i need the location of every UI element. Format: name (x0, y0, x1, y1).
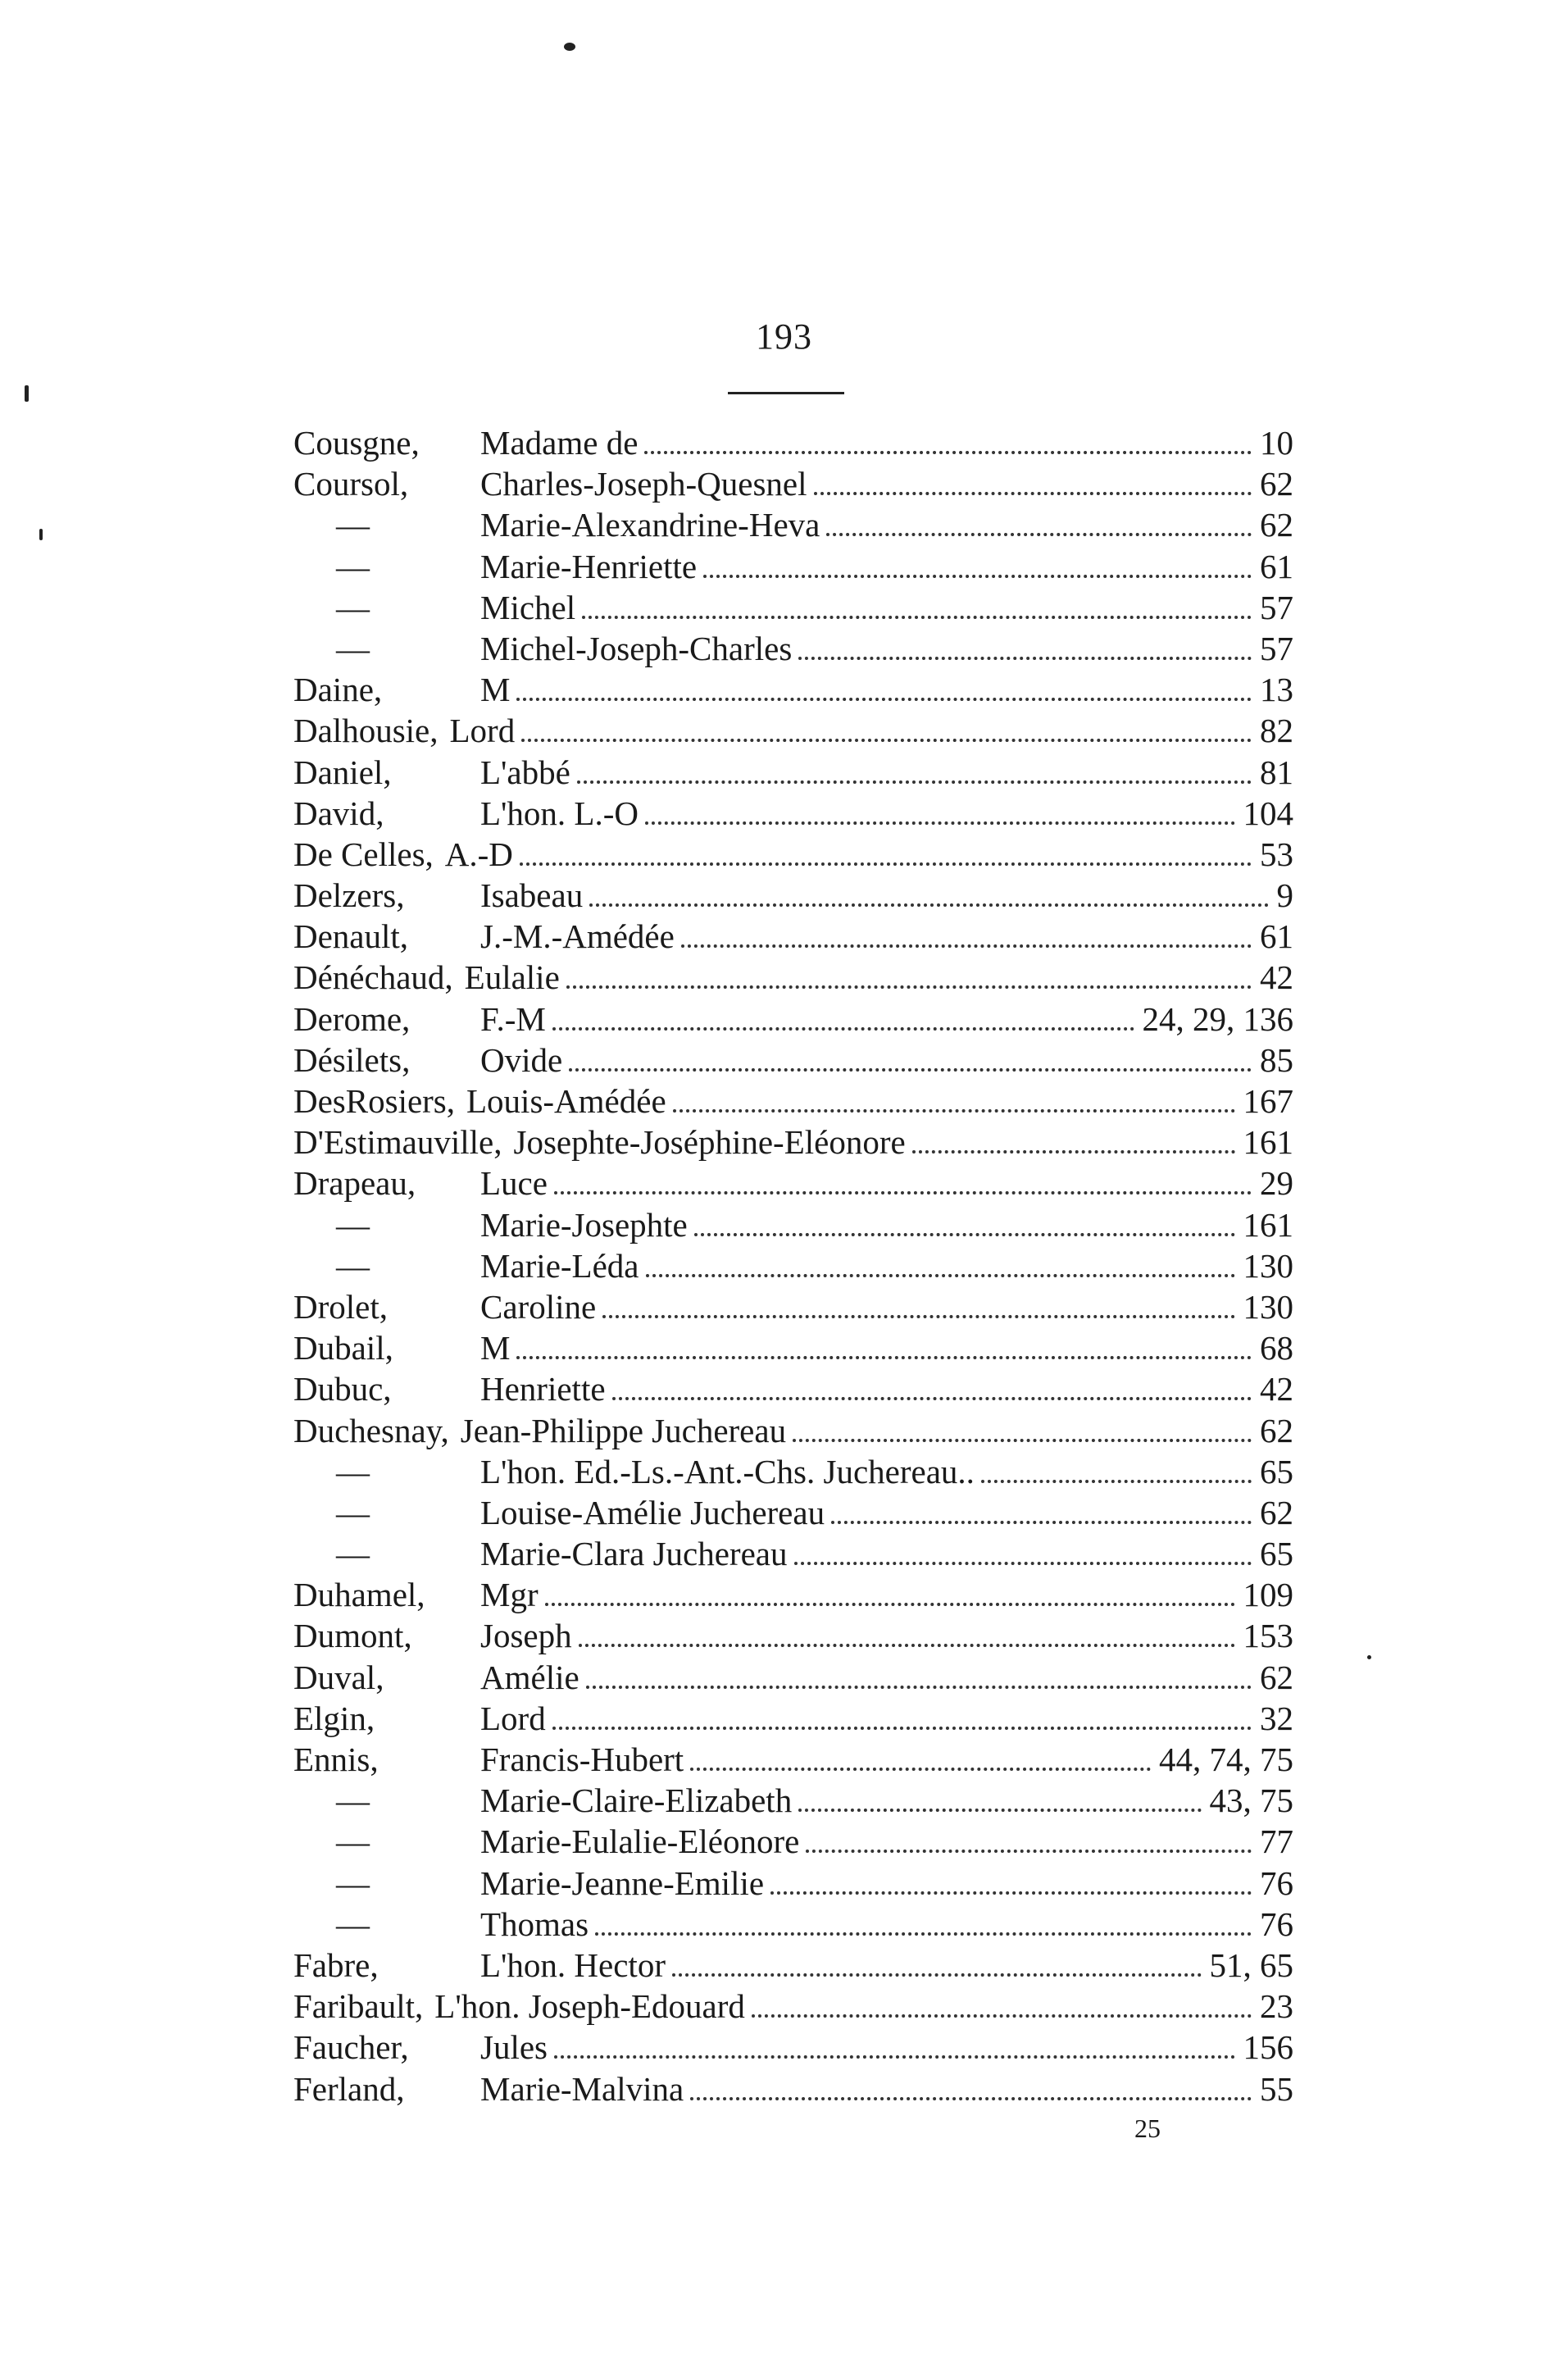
ditto-dash (293, 1780, 480, 1821)
entry-pages: 13 (1260, 671, 1293, 709)
dot-leader (703, 575, 1252, 578)
entry-surname: Drapeau, (293, 1164, 416, 1203)
dot-leader (826, 533, 1252, 536)
entry-surname: De Celles, (293, 835, 434, 873)
ditto-dash (293, 1533, 480, 1574)
dot-leader (673, 1109, 1235, 1113)
entry-given-name: Isabeau (480, 876, 584, 915)
entry-given-name: Josephte-Joséphine-Eléonore (513, 1123, 906, 1162)
entry-pages: 29 (1260, 1164, 1293, 1203)
index-entry (293, 834, 1293, 875)
entry-surname: Faucher, (293, 2028, 409, 2067)
entry-surname: Derome, (293, 999, 411, 1038)
entry-given-name: Louis-Amédée (466, 1082, 666, 1120)
index-entry (293, 1410, 1293, 1451)
entry-given-name: Madame de (480, 424, 639, 462)
index-entry (293, 669, 1293, 710)
dot-leader (521, 739, 1252, 742)
entry-pages: 62 (1260, 1411, 1293, 1449)
dot-leader (554, 1191, 1252, 1194)
name-index (293, 422, 1293, 2109)
index-entry (293, 2068, 1293, 2109)
ditto-mark: — (336, 1452, 370, 1490)
entry-surname: Duval, (293, 1658, 384, 1696)
entry-pages: 65 (1260, 1535, 1293, 1573)
entry-pages: 62 (1260, 1658, 1293, 1696)
dot-leader (831, 1521, 1252, 1524)
entry-given-name: Jules (480, 2028, 548, 2067)
dot-leader (566, 985, 1252, 989)
entry-given-name: Michel-Joseph-Charles (480, 629, 793, 667)
entry-surname: Dalhousie, (293, 712, 439, 750)
ditto-mark: — (336, 629, 370, 667)
ditto-dash (293, 1245, 480, 1286)
entry-pages: 62 (1260, 1493, 1293, 1531)
dot-leader (569, 1068, 1252, 1072)
entry-surname: Denault, (293, 917, 409, 956)
entry-given-name: Michel (480, 588, 576, 626)
entry-pages: 130 (1243, 1287, 1293, 1326)
ditto-dash (293, 546, 480, 587)
entry-given-name: L'abbé (480, 753, 570, 791)
entry-given-name: Marie-Jeanne-Emilie (480, 1863, 765, 1902)
entry-surname: Ennis, (293, 1740, 379, 1778)
index-entry (293, 1245, 1293, 1286)
dot-leader (602, 1315, 1234, 1318)
index-entry (293, 1904, 1293, 1945)
entry-given-name: Lord (480, 1699, 546, 1737)
entry-pages: 42 (1260, 958, 1293, 997)
entry-given-name: Eulalie (464, 958, 560, 997)
entry-pages: 153 (1243, 1617, 1293, 1655)
entry-pages: 65 (1260, 1452, 1293, 1490)
ditto-mark: — (336, 1863, 370, 1902)
header-rule (728, 392, 844, 394)
dot-leader (690, 1768, 1151, 1771)
entry-pages: 57 (1260, 588, 1293, 626)
dot-leader (586, 1686, 1252, 1689)
entry-pages: 81 (1260, 753, 1293, 791)
index-entry (293, 546, 1293, 587)
entry-given-name: Marie-Léda (480, 1246, 639, 1285)
print-speck (39, 529, 43, 540)
ditto-mark: — (336, 1246, 370, 1285)
index-entry (293, 1863, 1293, 1904)
entry-given-name: Francis-Hubert (480, 1740, 684, 1778)
ditto-mark: — (336, 1493, 370, 1531)
entry-given-name: J.-M.-Amédée (480, 917, 675, 956)
entry-surname: Delzers, (293, 876, 405, 915)
ditto-dash (293, 1863, 480, 1904)
entry-given-name: Caroline (480, 1287, 597, 1326)
dot-leader (582, 616, 1252, 619)
dot-leader (981, 1480, 1252, 1483)
entry-pages: 43, 75 (1209, 1781, 1293, 1820)
entry-surname: Daniel, (293, 753, 392, 791)
dot-leader (770, 1891, 1252, 1895)
entry-pages: 9 (1276, 876, 1293, 915)
index-entry (293, 1739, 1293, 1780)
dot-leader (681, 944, 1252, 948)
entry-pages: 44, 74, 75 (1159, 1740, 1293, 1778)
entry-surname: Ferland, (293, 2069, 405, 2108)
ditto-mark: — (336, 588, 370, 626)
dot-leader (545, 1603, 1235, 1606)
entry-given-name: Joseph (480, 1617, 572, 1655)
entry-given-name: Luce (480, 1164, 548, 1203)
ditto-dash (293, 587, 480, 628)
index-entry (293, 1122, 1293, 1163)
entry-pages: 10 (1260, 424, 1293, 462)
ditto-mark: — (336, 506, 370, 544)
index-entry (293, 710, 1293, 751)
entry-pages: 85 (1260, 1040, 1293, 1079)
index-entry (293, 1081, 1293, 1122)
entry-surname: DesRosiers, (293, 1082, 456, 1120)
dot-leader (577, 780, 1252, 784)
entry-given-name: A.-D (444, 835, 513, 873)
dot-leader (646, 1274, 1235, 1277)
index-entry (293, 1821, 1293, 1862)
index-entry (293, 1615, 1293, 1656)
entry-pages: 161 (1243, 1205, 1293, 1244)
index-entry (293, 1657, 1293, 1698)
index-entry (293, 1040, 1293, 1081)
entry-pages: 61 (1260, 547, 1293, 585)
entry-given-name: Thomas (480, 1904, 589, 1943)
entry-given-name: Marie-Josephte (480, 1205, 688, 1244)
dot-leader (520, 862, 1252, 866)
entry-given-name: L'hon. Ed.-Ls.-Ant.-Chs. Juchereau.. (480, 1452, 975, 1490)
ditto-dash (293, 1821, 480, 1862)
entry-surname: Désilets, (293, 1040, 411, 1079)
index-entry (293, 1533, 1293, 1574)
entry-pages: 57 (1260, 629, 1293, 667)
print-speck (25, 385, 29, 402)
index-entry (293, 999, 1293, 1040)
entry-given-name: Marie-Henriette (480, 547, 698, 585)
entry-surname: Daine, (293, 671, 383, 709)
entry-pages: 32 (1260, 1699, 1293, 1737)
entry-given-name: Ovide (480, 1040, 563, 1079)
index-entry (293, 587, 1293, 628)
index-entry (293, 1451, 1293, 1492)
index-entry (293, 2027, 1293, 2068)
entry-surname: Cousgne, (293, 424, 420, 462)
entry-surname: Fabre, (293, 1945, 379, 1984)
entry-pages: 82 (1260, 712, 1293, 750)
entry-surname: Coursol, (293, 465, 409, 503)
entry-surname: Duchesnay, (293, 1411, 449, 1449)
entry-pages: 23 (1260, 1987, 1293, 2026)
entry-pages: 76 (1260, 1863, 1293, 1902)
index-entry (293, 504, 1293, 545)
dot-leader (794, 1562, 1252, 1565)
dot-leader (589, 903, 1268, 907)
entry-surname: Elgin, (293, 1699, 375, 1737)
entry-given-name: Marie-Claire-Elizabeth (480, 1781, 793, 1820)
dot-leader (694, 1233, 1235, 1236)
dot-leader (752, 2014, 1252, 2018)
index-entry (293, 793, 1293, 834)
ditto-mark: — (336, 1535, 370, 1573)
entry-pages: 24, 29, 136 (1142, 999, 1293, 1038)
ditto-mark: — (336, 547, 370, 585)
entry-given-name: Jean-Philippe Juchereau (460, 1411, 787, 1449)
index-entry (293, 916, 1293, 957)
dot-leader (912, 1150, 1235, 1153)
ditto-dash (293, 504, 480, 545)
entry-surname: Dubail, (293, 1329, 393, 1367)
ditto-dash (293, 1492, 480, 1533)
index-entry (293, 1945, 1293, 1986)
print-speck (564, 43, 575, 51)
dot-leader (645, 821, 1235, 825)
dot-leader (798, 1809, 1201, 1812)
ditto-dash (293, 628, 480, 669)
dot-leader (672, 1973, 1202, 1977)
entry-pages: 62 (1260, 465, 1293, 503)
entry-pages: 156 (1243, 2028, 1293, 2067)
entry-pages: 130 (1243, 1246, 1293, 1285)
entry-given-name: Amélie (480, 1658, 579, 1696)
ditto-mark: — (336, 1205, 370, 1244)
dot-leader (554, 2055, 1235, 2059)
index-entry (293, 1163, 1293, 1204)
entry-pages: 51, 65 (1209, 1945, 1293, 1984)
index-entry (293, 1986, 1293, 2027)
entry-pages: 109 (1243, 1576, 1293, 1614)
ditto-dash (293, 1904, 480, 1945)
print-speck (1367, 1655, 1371, 1659)
ditto-mark: — (336, 1822, 370, 1861)
entry-given-name: M (480, 1329, 511, 1367)
dot-leader (612, 1397, 1252, 1400)
entry-pages: 42 (1260, 1370, 1293, 1408)
page-number: 193 (756, 316, 812, 357)
entry-surname: Dénéchaud, (293, 958, 453, 997)
index-entry (293, 1492, 1293, 1533)
entry-pages: 76 (1260, 1904, 1293, 1943)
entry-given-name: Marie-Eulalie-Eléonore (480, 1822, 800, 1861)
index-entry (293, 957, 1293, 998)
dot-leader (793, 1439, 1252, 1442)
entry-pages: 55 (1260, 2069, 1293, 2108)
entry-pages: 62 (1260, 506, 1293, 544)
ditto-mark: — (336, 1904, 370, 1943)
index-entry (293, 875, 1293, 916)
dot-leader (552, 1027, 1134, 1031)
entry-surname: Drolet, (293, 1287, 388, 1326)
entry-given-name: Marie-Malvina (480, 2069, 684, 2108)
entry-pages: 68 (1260, 1329, 1293, 1367)
dot-leader (690, 2097, 1252, 2100)
entry-given-name: M (480, 671, 511, 709)
ditto-dash (293, 1204, 480, 1245)
dot-leader (595, 1932, 1252, 1936)
index-entry (293, 422, 1293, 463)
dot-leader (579, 1644, 1235, 1647)
entry-surname: Faribault, (293, 1987, 424, 2026)
entry-surname: David, (293, 794, 384, 832)
index-entry (293, 1286, 1293, 1327)
index-entry (293, 1204, 1293, 1245)
dot-leader (644, 451, 1252, 454)
dot-leader (516, 698, 1252, 701)
index-entry (293, 1698, 1293, 1739)
signature-mark: 25 (1134, 2114, 1161, 2143)
entry-given-name: Mgr (480, 1576, 539, 1614)
index-entry (293, 1368, 1293, 1409)
entry-given-name: Charles-Joseph-Quesnel (480, 465, 807, 503)
entry-given-name: L'hon. L.-O (480, 794, 639, 832)
entry-given-name: Louise-Amélie Juchereau (480, 1493, 825, 1531)
entry-surname: Duhamel, (293, 1576, 425, 1614)
entry-given-name: Lord (449, 712, 516, 750)
entry-pages: 167 (1243, 1082, 1293, 1120)
dot-leader (552, 1727, 1252, 1730)
index-entry (293, 752, 1293, 793)
entry-given-name: L'hon. Hector (480, 1945, 666, 1984)
index-entry (293, 463, 1293, 504)
entry-surname: Dubuc, (293, 1370, 392, 1408)
dot-leader (798, 657, 1252, 660)
entry-pages: 53 (1260, 835, 1293, 873)
entry-given-name: Henriette (480, 1370, 606, 1408)
index-entry (293, 628, 1293, 669)
index-entry (293, 1780, 1293, 1821)
entry-pages: 61 (1260, 917, 1293, 956)
ditto-dash (293, 1451, 480, 1492)
ditto-mark: — (336, 1781, 370, 1820)
entry-pages: 161 (1243, 1123, 1293, 1162)
dot-leader (516, 1356, 1252, 1359)
entry-surname: Dumont, (293, 1617, 412, 1655)
entry-pages: 77 (1260, 1822, 1293, 1861)
index-entry (293, 1327, 1293, 1368)
entry-given-name: Marie-Clara Juchereau (480, 1535, 788, 1573)
entry-pages: 104 (1243, 794, 1293, 832)
index-entry (293, 1574, 1293, 1615)
entry-given-name: F.-M (480, 999, 546, 1038)
entry-surname: D'Estimauville, (293, 1123, 502, 1162)
entry-given-name: Marie-Alexandrine-Heva (480, 506, 820, 544)
dot-leader (806, 1850, 1252, 1853)
entry-given-name: L'hon. Joseph-Edouard (434, 1987, 745, 2026)
dot-leader (814, 492, 1252, 495)
